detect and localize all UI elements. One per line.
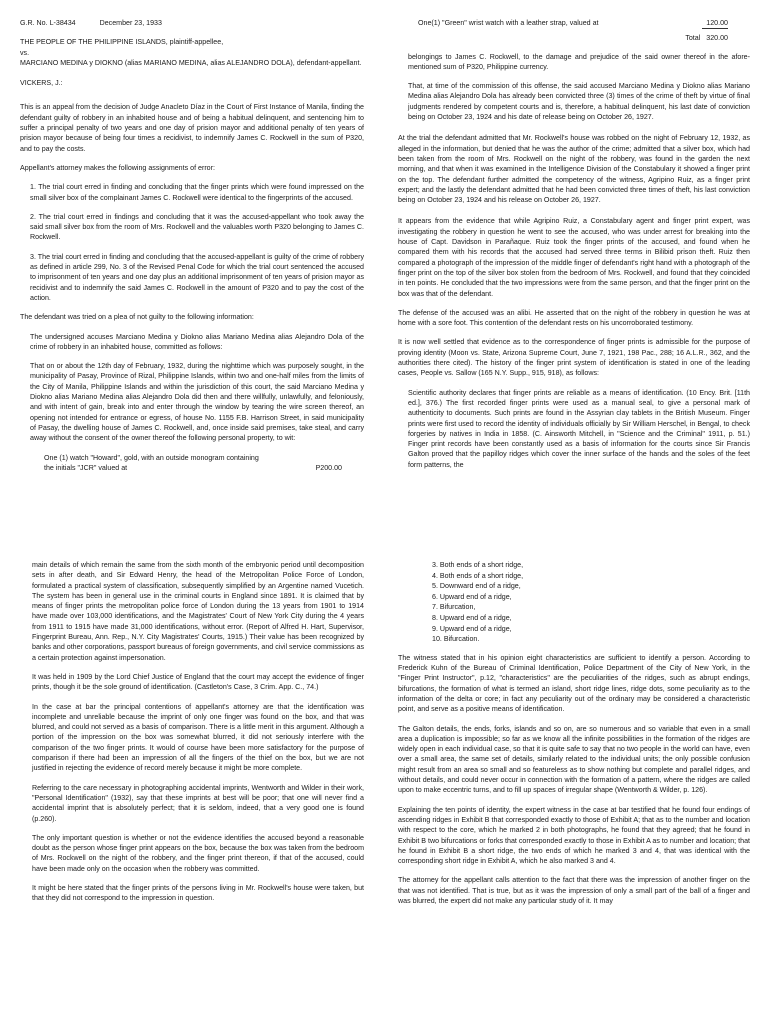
assignment-of-error: 3. The trial court erred in finding and concluding that the accused-appellant is guilty of the crime of robbery as defined in article 299, No. 3 of the Revised Penal Code for which the trial court sentenced the accused to imprisonment of ten years and one day plus an additional imprisonment of ten years of prision mayor as recidivist and to indemnify the said James C. Rockwell in the amount of P320 and to pay the cost of the action. bbox=[30, 252, 364, 302]
ponente: VICKERS, J.: bbox=[20, 79, 63, 88]
total-label: Total bbox=[685, 34, 701, 43]
paragraph: The defendant was tried on a plea of not guilty to the following information: bbox=[20, 313, 254, 322]
list-item: 4. Both ends of a short ridge, bbox=[432, 571, 524, 580]
paragraph: It is now well settled that evidence as to the correspondence of finger prints is admissible for the purpose of proving identity (Moon vs. State, Arizona Supreme Court, June 7, 1921, 198 Pac., 288; 16 A.L.R., 362, and the authorities there cited). The history of the finger print system of identification is stated in one of the leading cases, People vs. Sallow (165 N.Y. Supp., 915, 918), as follows: bbox=[398, 338, 750, 378]
list-item: 8. Upward end of a ridge, bbox=[432, 613, 512, 622]
property-item-value: P200.00 bbox=[315, 463, 342, 472]
assignment-of-error: 1. The trial court erred in finding and concluding that the finger prints which were found impressed on the small silver box of the complainant James C. Rockwell were identical to the fingerprints of the accused. bbox=[30, 183, 364, 202]
total-value: 320.00 bbox=[706, 34, 728, 43]
parties-versus: vs. bbox=[20, 48, 30, 57]
paragraph: Explaining the ten points of identity, the expert witness in the case at bar testified that he found four endings of ascending ridges in Exhibit B that corresponded exactly to those of Exhibit A; that as to the number and location with respect to the core, which he marked 2 in both photographs, he found that they agreed; that he found in Exhibit B two bifurcations or forks that corresponded exactly to those in Exhibit A as to number and location; that he found in Exhibit B a short ridge, the two ends of which he marked 3 and 4, that was identical with the corresponding short ridge in Exhibit A, which he also marked 3 and 4. bbox=[398, 805, 750, 866]
paragraph: Referring to the care necessary in photographing accidental imprints, Wentworth and Wilder in their work, "Personal Identification" (1932), say that these imprints at best will be poor; that one will never find a accidental imprint that is absolutely perfect; that it is seldom, indeed, that a very good one is found (p.260). bbox=[32, 783, 364, 823]
total-row bbox=[398, 33, 750, 43]
paragraph: At the trial the defendant admitted that Mr. Rockwell's house was robbed on the night of February 12, 1932, as alleged in the information, but denied that he was the author of the crime; admitted that a silver box, which had been taken from the room of Mrs. Rockwell on the night of the robbery, was found in the garden the next morning, and that when it was examined in the Intelligence Division of the Constabulary it showed a finger print on the top. The defendant further admitted the competency of the witness, Agripino Ruiz, as a finger print expert; and the lastly the defendant admitted that he had been convicted three times of theft, his last conviction being on October 23, 1924 and his release on October 26, 1927. bbox=[398, 134, 750, 205]
parties-plaintiff: THE PEOPLE OF THE PHILIPPINE ISLANDS, plaintiff-appellee, bbox=[20, 38, 224, 47]
case-number: G.R. No. L-38434 bbox=[20, 19, 76, 27]
paragraph: It appears from the evidence that while Agripino Ruiz, a Constabulary agent and finger print expert, was investigating the robbery in question he went to see the accused, who was under arrest for breaking into the house of Capt. Davidson in Parañaque. Ruiz took the finger prints of the accused, and found when he compared them with his records that the accused had served three terms in Bilibid prison theft. Ruiz then compared a photograph of the impression of the middle finger of defendant's right hand with a photograph of the finger print on the top of the silver box stolen from the bedroom of Mrs. Rockwell, and found that they coincided in ten points. He concluded that the two impressions were from the same person, and that the finger print on the box was that of the defendant. bbox=[398, 217, 750, 298]
paragraph: In the case at bar the principal contentions of appellant's attorney are that the identification was incomplete and unreliable because the imprint of only one finger was found on the box, and that was blurred, and could not served as a basis of comparison. There is a little merit in this argument. Although a portion of the impression on the box was somewhat blurred, it did not seriously interfere with the comparison of the two finger prints. It would of course have been more satisfactory for the purpose of comparison if there had been an impression of all the fingers of the thief on the box, but we are not justified in rejecting the evidence of record merely because it might be more complete. bbox=[32, 702, 364, 773]
list-item: 10. Bifurcation. bbox=[432, 635, 480, 644]
list-item: 7. Bifurcation, bbox=[432, 603, 476, 612]
property-item-watch-green bbox=[418, 18, 750, 29]
characteristics-list bbox=[398, 560, 750, 645]
right-bottom-column bbox=[398, 560, 750, 915]
paragraph: It was held in 1909 by the Lord Chief Justice of England that the court may accept the evidence of finger prints, though it be the sole ground of identification. (Castleton's Case, 3 Crim. App. C., 74.) bbox=[32, 672, 364, 692]
property-item-row bbox=[44, 463, 364, 473]
left-bottom-column bbox=[32, 560, 364, 913]
paragraph: This is an appeal from the decision of Judge Anacleto Díaz in the Court of First Instance of Manila, finding the defendant guilty of robbery in an inhabited house and of being a habitual delinquent, and sentencing him to suffer a principal penalty of two years and one day of prision mayor and additional penalty of ten years of prision mayor because of being four times a recidivist, to indemnify James C. Rockwell in the sum of P320, and to pay the costs. bbox=[20, 103, 364, 153]
case-header bbox=[20, 18, 364, 28]
property-item-line: One (1) watch "Howard", gold, with an outside monogram containing bbox=[44, 453, 259, 462]
right-top-column bbox=[398, 18, 750, 479]
list-item: 3. Both ends of a short ridge, bbox=[432, 561, 524, 569]
property-item-line: One(1) "Green" wrist watch with a leather strap, valued at bbox=[418, 19, 599, 27]
quotation: Scientific authority declares that finger prints are reliable as a means of identification. (10 Ency. Brit. [11th ed.], 376.) The first recorded finger prints were used as a manual seal, to give a personal mark of authenticity to documents. Such prints are found in the Assyrian clay tablets in the British Museum. Finger prints were first used to record the identity of individuals officially by Sir William Herschel, in Bengal, to check forgeries by natives in India in 1858. (C. Ainsworth Mitchell, in "Science and the Criminal" 1911, p. 51.) Finger print records have been constantly used as a basis of information for the courts since Sir Francis Galton proved that the papilloy ridges which cover the inner surface of the hands and the soles of the feet form patterns, the bbox=[408, 388, 750, 469]
property-item-watch-howard bbox=[44, 453, 364, 474]
information-text: belongings to James C. Rockwell, to the damage and prejudice of the said owner thereof in the afore-mentioned sum of P320, Philippine currency. bbox=[408, 52, 750, 71]
property-item-value: 120.00 bbox=[702, 18, 728, 29]
quotation: main details of which remain the same from the sixth month of the embryonic period until decomposition sets in after death, and Sir Edward Henry, the head of the Metropolitan Police Force of London, formulated a practical system of classification, subsequently simplified by an Argentine named Vucetich. The system has been in general use in the criminal courts in England since 1891. It is claimed that by means of finger prints the metropolitan police force of London during the 13 years from 1901 to 1914 have made over 103,000 identifications, and the Magistrates' Court of New York City during the 4 years from 1911 to 1915 have made 31,000 identifications, without error. (Report of Alfred H. Hart, Supervisor, Fingerprint Bureau, Ann. Rep., N.Y. City Magistrates' Courts, 1915.) Their value has been recognized by banks and other corporations, passport bureaus of foreign governments, and civil service commissions as a certain protection against impersonation. bbox=[32, 561, 364, 662]
information-text: That on or about the 12th day of February, 1932, during the nighttime which was purposely sought, in the municipality of Pasay, Province of Rizal, Philippine Islands, within two and one-half miles from the limits of the City of Manila, Philippine Islands and within the jurisdiction of this court, the said Marciano Medina y Diokno alias Mariano Medina alias Alejandro Dola did then and there willfully, unlawfully, and feloniously, and with intent of gain, break into and enter through the window by tearing the wire screen thereof, an opening not intended for entrance or egress, of house No. 1155 F.B. Harrison Street, in said municipality of Pasay, the dwelling house of James C. Rockwell, and, once inside said premises, take steal, and carry away without the consent of the owner thereof the following personal property, to wit: bbox=[30, 362, 364, 443]
assignment-of-error: 2. The trial court erred in findings and concluding that it was the accused-appellant who took away the said small silver box from the room of Mrs. Rockwell and the valuables worth P320 belonging to James C. Rockwell. bbox=[30, 212, 364, 242]
information-text: That, at time of the commission of this offense, the said accused Marciano Medina y Diokno alias Mariano Medina alias Alejandro Dola has already been convicted three (3) times of the crime of theft by virtue of final judgments rendered by competent courts and is, therefore, a habitual delinquent, his last date of conviction being on October 23, 1924 and his date of release being on October 26, 1927. bbox=[408, 82, 750, 122]
information-text: The undersigned accuses Marciano Medina y Diokno alias Mariano Medina alias Alejandro Dola of the crime of robbery in an inhabited house, committed as follows: bbox=[30, 332, 364, 351]
parties-defendant: MARCIANO MEDINA y DIOKNO (alias MARIANO MEDINA, alias ALEJANDRO DOLA), defendant-appellant. bbox=[20, 58, 362, 67]
paragraph: The attorney for the appellant calls attention to the fact that there was the impression of another finger on the that was not identified. That is true, but as it was the impression of only a small part of the ball of a finger and was blurred, the expert did not make any particular study of it. It may bbox=[398, 876, 750, 905]
paragraph: It might be here stated that the finger prints of the persons living in Mr. Rockwell's house were taken, but that they did not correspond to the impression in question. bbox=[32, 884, 364, 903]
paragraph: The witness stated that in his opinion eight characteristics are sufficient to identify a person. According to Frederick Kuhn of the Bureau of Criminal Identification, Police Department of the City of New York, in the "Finger Print Instructor", p.12, "characteristics" are the peculiarities of the ridges, such as abrupt endings, bifurcations, the formation of what is termed an island, short ridge lines, ridge dots, some peculiarity as to the information of the delta or core; in fact any peculiarity out of the ordinary may be considered a characteristic point, and serve as a positive means of identification. bbox=[398, 653, 750, 714]
list-item: 6. Upward end of a ridge, bbox=[432, 592, 512, 601]
list-item: 5. Downward end of a ridge, bbox=[432, 582, 521, 591]
paragraph: The only important question is whether or not the evidence identifies the accused beyond a reasonable doubt as the person whose finger print appears on the box, because the box was taken from the bedroom of Mrs. Rockwell on the night of the robbery, and the finger print thereon, if that of the accused, could have been made only on the occasion when the robbery was committed. bbox=[32, 833, 364, 873]
property-item-line: the initials "JCR" valued at bbox=[44, 463, 128, 472]
list-item: 9. Upward end of a ridge, bbox=[432, 624, 512, 633]
left-top-column bbox=[20, 18, 364, 473]
paragraph: The defense of the accused was an alibi. He asserted that on the night of the robbery in question he was at home with a sore foot. This contention of the defendant rests on his uncorroborated testimony. bbox=[398, 308, 750, 328]
paragraph: Appellant's attorney makes the following assignments of error: bbox=[20, 163, 215, 172]
case-date: December 23, 1933 bbox=[99, 19, 162, 27]
paragraph: The Galton details, the ends, forks, islands and so on, are so numerous and so variable that even in a small area a duplication is impossible; so far as we know all the infinite possibilities in the formation of the ridges are widely open in each individual case, so that it is quite safe to say that no two people in the world can have, even over a small area, the same set of details, similarly related to the individual units; the only possible confusion might result from an area so small and so featureless as to show nothing but complete and parallel ridges, and without details, and could never occur in connection with the formation of a pattern, where the ridges are called upon to make eccentric turns, and to fill up spaces of irregular shape (Wentworth & Wilder, p. 126). bbox=[398, 724, 750, 795]
